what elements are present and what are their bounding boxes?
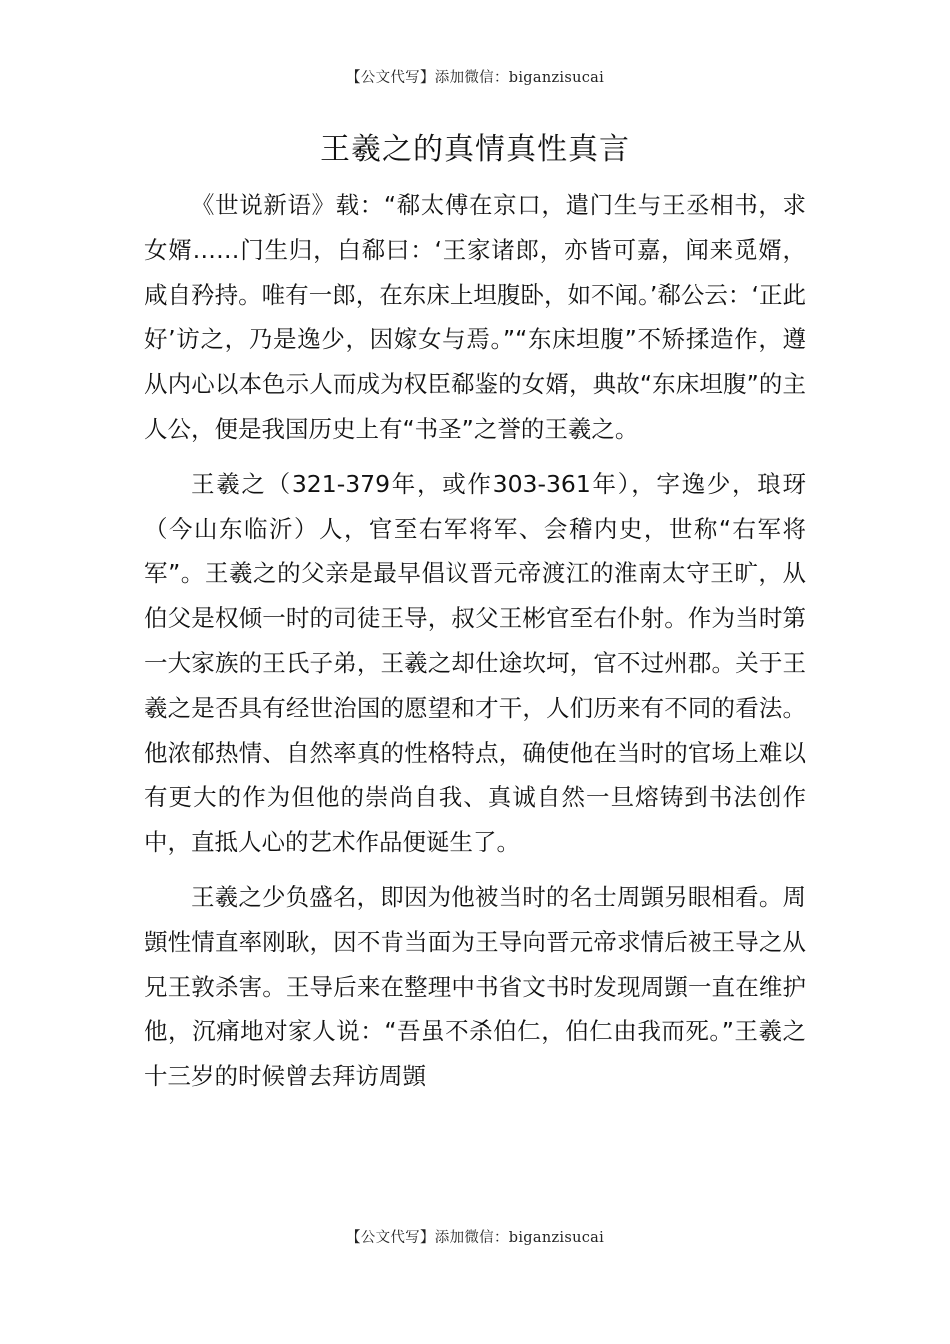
- paragraph-3: 王羲之少负盛名，即因为他被当时的名士周顗另眼相看。周顗性情直率刚耿，因不肯当面为王导向晋元帝求情后被王导之从兄王敦杀害。王导后来在整理中书省文书时发现周顗一直在维护他，沉痛地对家人说：“吾虽不杀伯仁，伯仁由我而死。”王羲之十三岁的时候曾去拜访周顗: [144, 882, 806, 1091]
- paragraph-1: 《世说新语》载：“郗太傅在京口，遣门生与王丞相书，求女婿……门生归，白郗曰：‘王家诸郎，亦皆可嘉，闻来觅婿，咸自矜持。唯有一郎，在东床上坦腹卧，如不闻。’郗公云：‘正此好’访之，乃是逸少，因嫁女与焉。”“东床坦腹”不矫揉造作，遵从内心以本色示人而成为权臣郗鉴的女婿，典故“东床坦腹”的主人公，便是我国历史上有“书圣”之誉的王羲之。: [144, 191, 806, 443]
- page-header: 【公文代写】添加微信：biganzisucai: [345, 70, 605, 86]
- paragraph-2: 王羲之（321-379年，或作303-361年），字逸少，琅玡（今山东临沂）人，官至右军将军、会稽内史，世称“右军将军”。王羲之的父亲是最早倡议晋元帝渡江的淮南太守王旷，从伯父是权倾一时的司徒王导，叔父王彬官至右仆射。作为当时第一大家族的王氏子弟，王羲之却仕途坎坷，官不过州郡。关于王羲之是否具有经世治国的愿望和才干，人们历来有不同的看法。他浓郁热情、自然率真的性格特点，确使他在当时的官场上难以有更大的作为但他的崇尚自我、真诚自然一旦熔铸到书法创作中，直抵人心的艺术作品便诞生了。: [144, 469, 806, 857]
- page-footer: 【公文代写】添加微信：biganzisucai: [345, 1230, 605, 1246]
- document-body: [144, 183, 806, 1099]
- document-title: 王羲之的真情真性真言: [320, 132, 630, 167]
